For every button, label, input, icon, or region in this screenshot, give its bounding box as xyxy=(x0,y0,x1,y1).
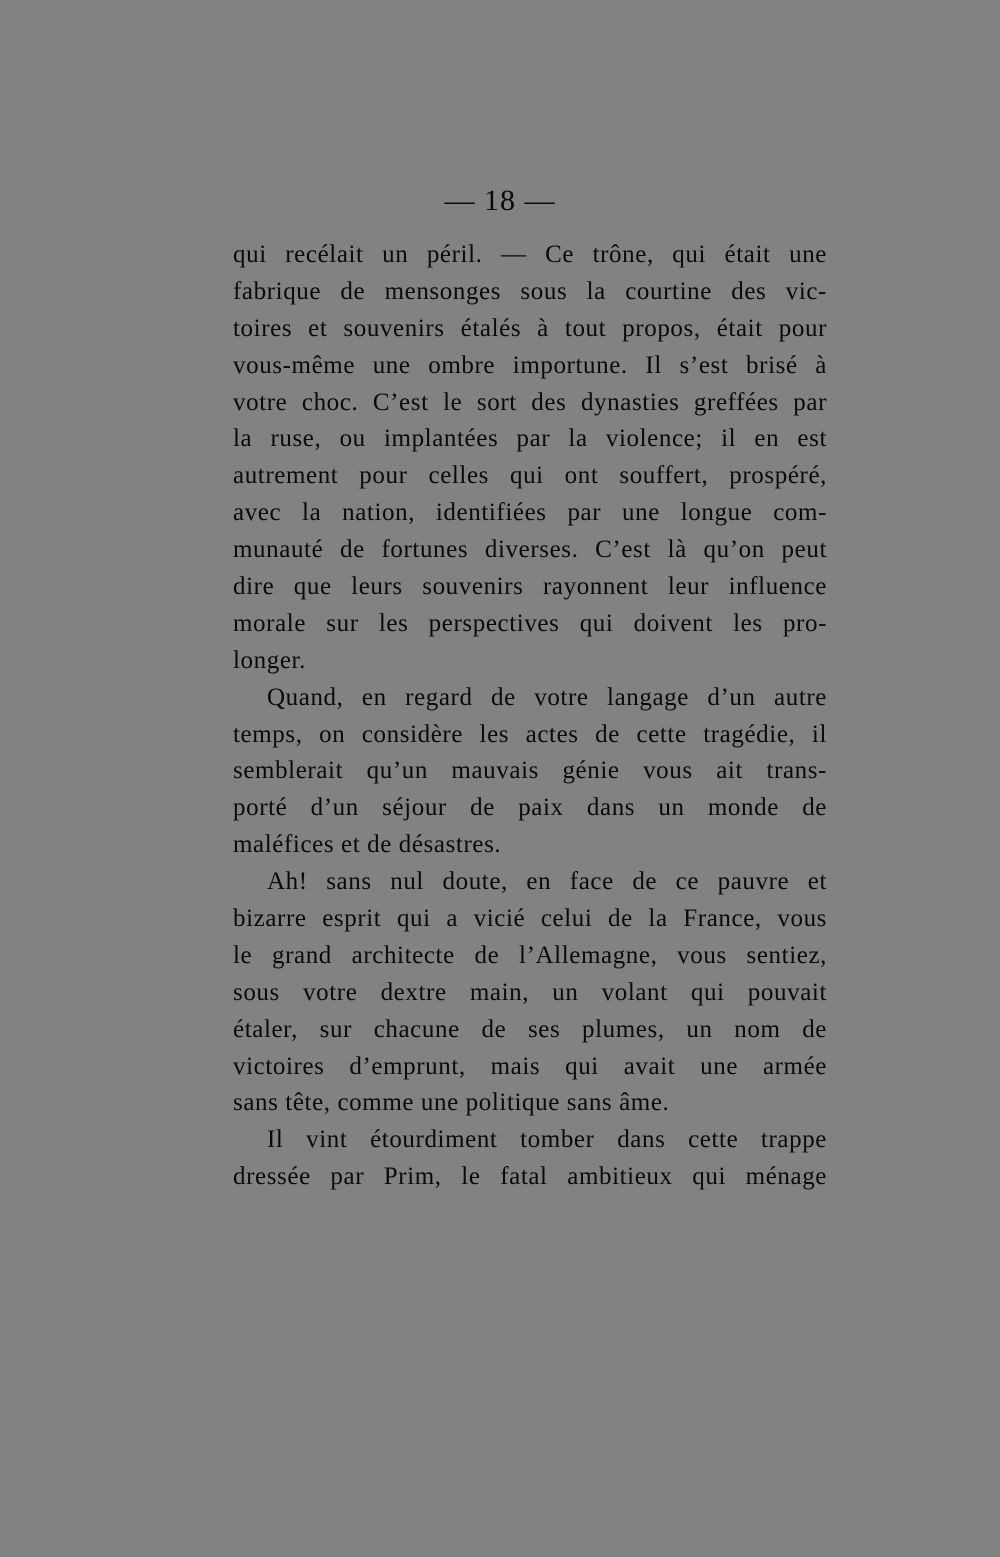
text-line: longer. xyxy=(233,646,306,674)
text-line: sous votre dextre main, un volant qui pouvait xyxy=(233,978,827,1006)
text-line: qui recélait un péril. — Ce trône, qui était une xyxy=(233,241,827,268)
page-number: — 18 — xyxy=(444,184,556,217)
text-line: porté d’un séjour de paix dans un monde de xyxy=(233,794,827,822)
text-line: Il vint étourdiment tomber dans cette trappe xyxy=(267,1126,827,1154)
text-line: sans tête, comme une politique sans âme. xyxy=(233,1089,670,1117)
text-line: Quand, en regard de votre langage d’un autre xyxy=(267,683,827,711)
text-line: temps, on considère les actes de cette tragédie, il xyxy=(233,720,827,748)
text-line: munauté de fortunes diverses. C’est là qu’on peut xyxy=(233,536,827,564)
text-line: toires et souvenirs étalés à tout propos, était pour xyxy=(233,314,827,342)
text-line: la ruse, ou implantées par la violence; il en est xyxy=(233,425,827,453)
text-line: victoires d’emprunt, mais qui avait une armée xyxy=(233,1052,827,1080)
text-line: Ah! sans nul doute, en face de ce pauvre et xyxy=(267,868,827,896)
text-line: fabrique de mensonges sous la courtine des vic- xyxy=(233,277,827,305)
text-line: étaler, sur chacune de ses plumes, un nom de xyxy=(233,1015,827,1043)
text-line: vous-même une ombre importune. Il s’est brisé à xyxy=(233,351,827,379)
text-line: le grand architecte de l’Allemagne, vous sentiez, xyxy=(233,941,827,969)
text-line: dire que leurs souvenirs rayonnent leur influence xyxy=(233,573,827,601)
text-line: avec la nation, identifiées par une longue com- xyxy=(233,499,827,527)
text-line: dressée par Prim, le fatal ambitieux qui ménage xyxy=(233,1163,827,1191)
text-line: morale sur les perspectives qui doivent les pro- xyxy=(233,609,827,637)
text-line: autrement pour celles qui ont souffert, prospéré, xyxy=(233,462,827,490)
text-line: maléfices et de désastres. xyxy=(233,831,502,859)
text-line: votre choc. C’est le sort des dynasties greffées par xyxy=(233,388,827,416)
text-line: semblerait qu’un mauvais génie vous ait trans- xyxy=(233,757,827,785)
text-line: bizarre esprit qui a vicié celui de la France, vous xyxy=(233,905,827,933)
body-text xyxy=(233,237,827,1196)
